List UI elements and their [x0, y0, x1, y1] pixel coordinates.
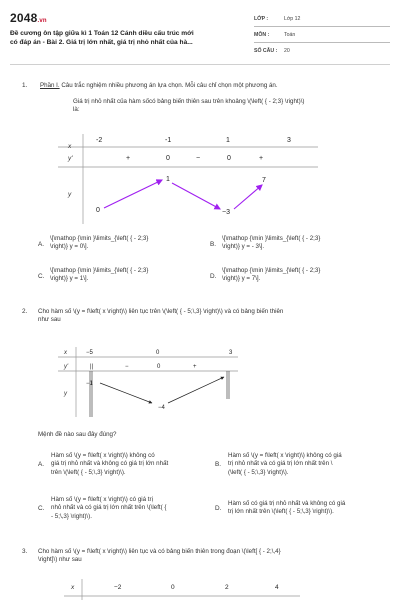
option-text-line: nhỏ nhất và có giá trị lớn nhất trên \(\left( { — [51, 504, 167, 512]
q2-variation-table — [0, 343, 400, 421]
option-text-line: Hàm số \(y = f\left( x \right)\) không có giá — [228, 452, 342, 459]
derivative-sign: + — [259, 155, 264, 162]
question-1-stem-line2: là: — [73, 106, 80, 114]
y-value: 7 — [262, 177, 266, 184]
derivative-sign: − — [125, 364, 129, 370]
x-value: −5 — [86, 350, 93, 356]
question-2-stem — [38, 308, 388, 325]
meta-row-class — [254, 14, 390, 30]
document-title-line1: Đề cương ôn tập giữa kì 1 Toán 12 Cánh diều cấu trúc mới — [10, 30, 194, 37]
question-1-stem — [73, 98, 393, 115]
option-text-line: \right)} y = 1\]. — [50, 275, 89, 283]
row-label-y: y — [64, 391, 67, 397]
derivative-zero: 0 — [157, 364, 161, 370]
derivative-sign: − — [196, 155, 201, 162]
question-2-number: 2. — [22, 308, 28, 315]
logo-tld: .vn — [37, 18, 47, 24]
question-2-stem-line2: như sau — [38, 316, 61, 324]
option-text — [50, 267, 200, 284]
row-label-yprime: y' — [68, 155, 73, 162]
x-value: 0 — [156, 350, 160, 356]
question-2-options — [38, 452, 383, 532]
increasing-arrow — [234, 185, 262, 209]
x-value: −2 — [114, 584, 122, 591]
option-letter: D. — [215, 505, 222, 512]
question-3-number: 3. — [22, 548, 28, 555]
meta-divider — [254, 26, 390, 27]
question-2-prompt: Mệnh đề nào sau đây đúng? — [38, 431, 117, 438]
increasing-arrow — [168, 377, 224, 403]
y-value: 1 — [166, 176, 170, 183]
x-value: 0 — [171, 584, 175, 591]
q3-variation-table — [0, 577, 400, 600]
option-letter: A. — [38, 461, 45, 468]
header-divider — [10, 64, 390, 65]
option-letter: C. — [38, 505, 45, 512]
meta-label-class: LỚP : — [254, 16, 269, 22]
option-text-line: \[\mathop {\min }\limits_{\left( { - 2;3} — [50, 235, 149, 242]
option-text — [228, 452, 383, 477]
option-text-line: - 5;\,3} \right)\). — [51, 512, 92, 520]
derivative-zero: 0 — [166, 155, 170, 162]
question-3-stem — [38, 548, 388, 565]
increasing-arrow — [104, 180, 162, 208]
meta-label-count: SỐ CÂU : — [254, 48, 278, 54]
x-value: -1 — [165, 137, 172, 144]
option-text-line: \right)} y = 7\]. — [222, 275, 261, 283]
option-text-line: (\left( { - 5;\,3} \right)\). — [228, 468, 289, 476]
option-text — [50, 235, 200, 252]
option-text-line: \[\mathop {\min }\limits_{\left( { - 2;3} — [50, 267, 149, 274]
y-value: −1 — [86, 381, 93, 387]
option-text-line: Hàm số \(y = f\left( x \right)\) có giá trị — [51, 496, 153, 503]
derivative-sign: + — [126, 155, 131, 162]
row-label-x: x — [68, 143, 72, 150]
x-value: 3 — [287, 137, 291, 144]
option-letter: D. — [210, 273, 217, 280]
meta-row-subject — [254, 30, 390, 46]
x-value: 2 — [225, 584, 229, 591]
option-text-line: \[\mathop {\min }\limits_{\left( { - 2;3} — [222, 235, 321, 242]
x-value: -2 — [96, 137, 103, 144]
row-label-x: x — [64, 350, 67, 356]
y-value: −3 — [222, 209, 230, 216]
derivative-zero: 0 — [227, 155, 231, 162]
question-1-stem-line1: Giá trị nhỏ nhất của hàm sốcó bảng biến thiên sau trên khoảng \(\left( { - 2;3} \right)\) — [73, 98, 305, 105]
option-text — [51, 496, 211, 521]
meta-divider — [254, 42, 390, 43]
option-text-line: giá trị nhỏ nhất và không có giá trị lớn nhất — [51, 460, 169, 468]
decreasing-arrow — [172, 183, 220, 209]
meta-panel — [254, 14, 390, 62]
meta-value-class: Lớp 12 — [284, 16, 301, 22]
document-title — [10, 29, 242, 47]
decreasing-arrow — [100, 383, 152, 403]
meta-label-subject: MÔN : — [254, 32, 270, 38]
option-text — [222, 267, 378, 284]
row-label-y: y — [68, 191, 72, 198]
option-text-line: Hàm số \(y = f\left( x \right)\) không có — [51, 452, 155, 459]
meta-value-count: 20 — [284, 48, 290, 54]
y-value: 0 — [96, 207, 100, 214]
question-3-stem-line2: \right]\) như sau — [38, 556, 82, 564]
meta-value-subject: Toán — [284, 32, 296, 38]
question-3-stem-line1: Cho hàm số \(y = f\left( x \right)\) liên tục và có bảng biến thiên trong đoạn \(\left[ { - 2;\,4} — [38, 548, 281, 555]
option-text-line: trị nhỏ nhất và có giá trị lớn nhất trên \ — [228, 460, 333, 468]
x-value: 1 — [226, 137, 230, 144]
x-value: 4 — [275, 584, 279, 591]
site-logo[interactable] — [10, 10, 47, 26]
option-text — [228, 500, 383, 517]
question-1-number: 1. — [22, 82, 28, 89]
meta-row-count — [254, 46, 390, 62]
option-letter: B. — [210, 241, 217, 248]
row-label-x: x — [71, 584, 75, 591]
option-text-line: Hàm số có giá trị nhỏ nhất và không có giá — [228, 500, 346, 507]
q1-variation-table — [0, 128, 400, 228]
option-letter: A. — [38, 241, 45, 248]
option-letter: C. — [38, 273, 45, 280]
option-text-line: \right)} y = 0\]. — [50, 243, 89, 251]
option-text-line: \right)} y = - 3\]. — [222, 243, 265, 251]
y-value: −4 — [158, 405, 165, 411]
option-text — [222, 235, 378, 252]
option-text-line: trị lớn nhất trên \(\left( { - 5;\,3} \right)\). — [228, 508, 334, 516]
part-label: Phần I. — [40, 82, 60, 89]
part-instruction: Câu trắc nghiệm nhiều phương án lựa chọn. Mỗi câu chỉ chọn một phương án. — [59, 82, 278, 89]
logo-main: 2048 — [10, 11, 38, 25]
option-letter: B. — [215, 461, 222, 468]
derivative-undefined: || — [90, 364, 94, 370]
option-text-line: trên \(\left( { - 5;\,3} \right)\). — [51, 468, 126, 476]
document-title-line2: có đáp án - Bài 2. Giá trị lớn nhất, giá trị nhỏ nhất của hà... — [10, 39, 193, 47]
derivative-sign: + — [193, 364, 197, 370]
x-value: 3 — [229, 350, 233, 356]
question-2-stem-line1: Cho hàm số \(y = f\left( x \right)\) liên tục trên \(\left( { - 5;\,3} \right)\) và có bảng biến thiên — [38, 308, 284, 315]
option-text-line: \[\mathop {\min }\limits_{\left( { - 2;3} — [222, 267, 321, 274]
question-1-options — [38, 235, 378, 297]
question-1-part-heading — [40, 82, 390, 90]
option-text — [51, 452, 211, 477]
row-label-yprime: y' — [64, 364, 69, 370]
